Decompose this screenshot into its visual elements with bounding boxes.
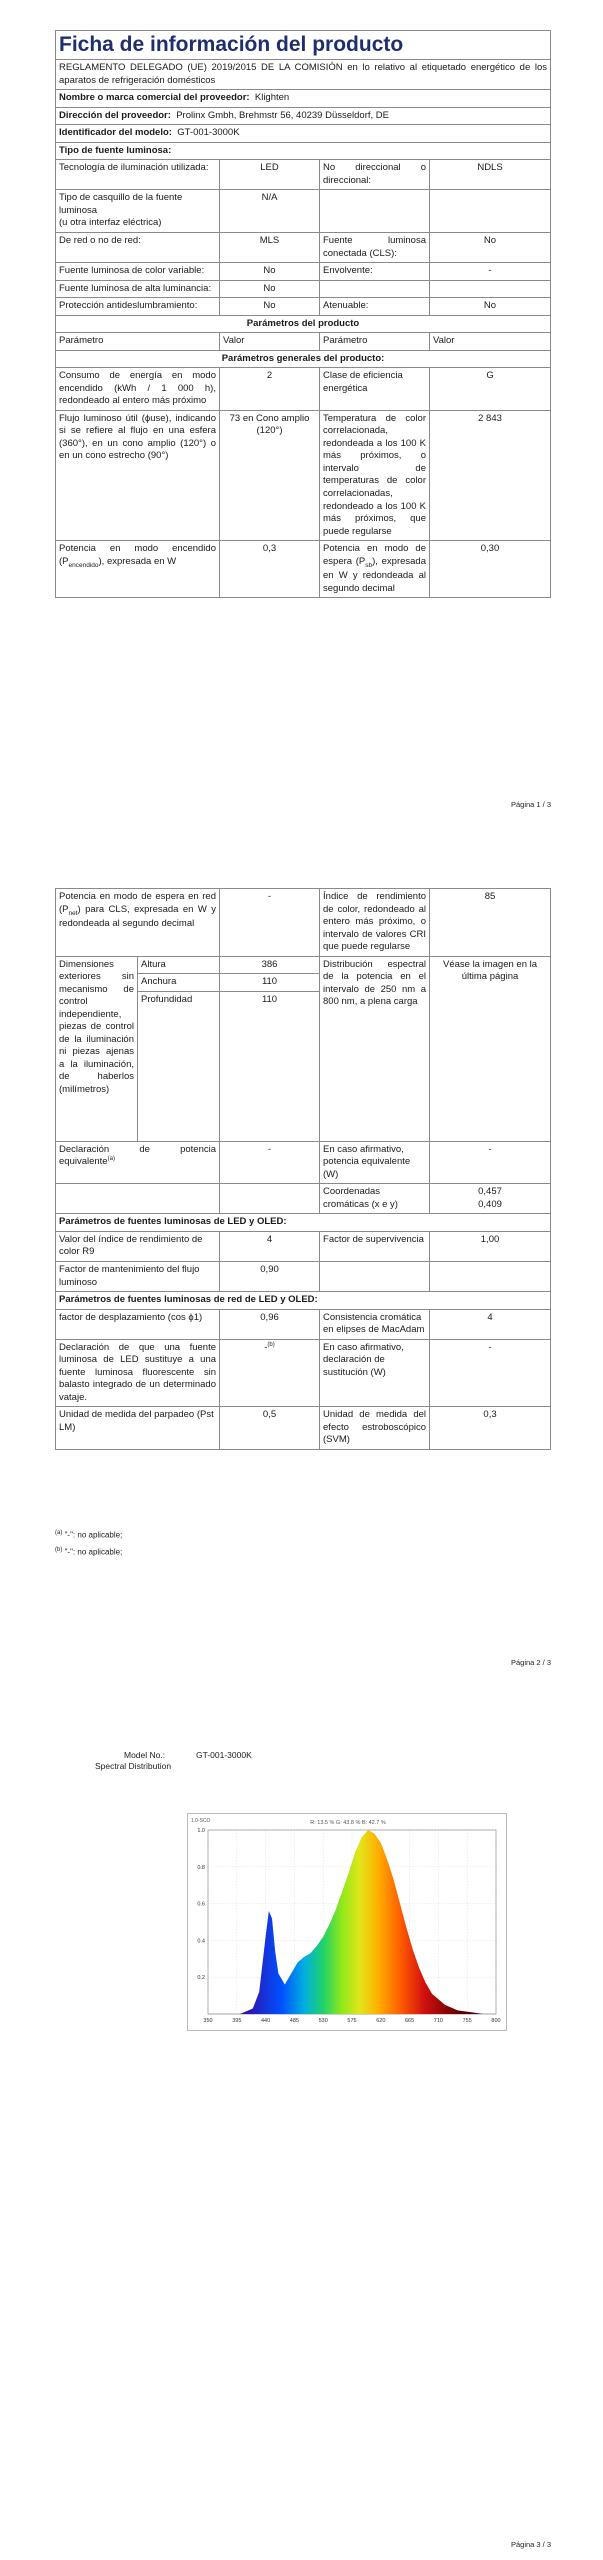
x-tick-label: 350 — [203, 2018, 213, 2024]
params-heading: Parámetros del producto — [56, 315, 551, 333]
model-no-value: GT-001-3000K — [196, 1750, 252, 1760]
cell-flicker-label: Unidad de medida del parpadeo (Pst LM) — [56, 1407, 220, 1450]
cell-displacement-value: 0,96 — [220, 1309, 320, 1339]
cell-technology-label: Tecnología de iluminación utilizada: — [56, 160, 220, 190]
x-tick-label: 485 — [289, 2018, 299, 2024]
cell-anti-glare-label: Protección antideslumbramiento: — [56, 298, 220, 316]
cell-height-label: Altura — [138, 956, 220, 974]
x-tick-label: 620 — [376, 2018, 386, 2024]
spectral-chart — [187, 1813, 507, 2031]
regulation-text: REGLAMENTO DELEGADO (UE) 2019/2015 DE LA COMISIÓN en lo relativo al etiquetado energético de los aparatos de refrigeración domésticos — [56, 60, 551, 90]
cell-stroboscopic-label: Unidad de medida del efecto estroboscópico (SVM) — [320, 1407, 430, 1450]
footnote-mark: (b) — [267, 1341, 275, 1348]
cell-standby-value: 0,30 — [430, 541, 551, 598]
cell-replacement-value — [220, 1339, 320, 1407]
address-label: Dirección del proveedor: — [59, 109, 171, 121]
cell-equivalent-power-label — [56, 1141, 220, 1184]
x-tick-label: 395 — [232, 2018, 242, 2024]
cell-empty — [220, 1184, 320, 1214]
table-row — [56, 1309, 551, 1339]
page-number: Página 2 / 3 — [510, 1658, 551, 1667]
cell-directional-value: NDLS — [430, 160, 551, 190]
footnote-a — [55, 1530, 122, 1541]
cell-envelope-label: Envolvente: — [320, 263, 430, 281]
chart-corner-label: 1.0-SCO — [191, 1818, 211, 1824]
table-row — [56, 190, 551, 233]
x-tick-label: 665 — [405, 2018, 415, 2024]
cell-cct-value: 2 843 — [430, 410, 551, 540]
cell-energy-value: 2 — [220, 368, 320, 411]
col-header-value: Valor — [220, 333, 320, 351]
table-row — [56, 1231, 551, 1261]
cell-spectral-value: Véase la imagen en la última página — [430, 956, 551, 1141]
text: ) para CLS, expresada en W y redondeada al segundo decimal — [59, 903, 217, 929]
y-tick-label: 1.0 — [197, 1828, 205, 1834]
cell-colour-tunable-value: No — [220, 263, 320, 281]
table-row — [56, 232, 551, 262]
table-row — [56, 1141, 551, 1184]
footnote-text: "-": no aplicable; — [64, 1547, 123, 1557]
cell-cls-label: Fuente luminosa conectada (CLS): — [320, 232, 430, 262]
cell-chromaticity-label: Coordenadas cromáticas (x e y) — [320, 1184, 430, 1214]
cell-width-value: 110 — [220, 974, 320, 992]
chart-top-label: R: 13.5 % G: 43.8 % B: 42.7 % — [310, 1820, 386, 1826]
text: - — [264, 1341, 268, 1353]
chromaticity-y: 0,409 — [478, 1198, 502, 1210]
text: Potencia en modo de espera (P — [323, 543, 426, 567]
x-tick-label: 575 — [347, 2018, 357, 2024]
cell-equivalent-w-value: - — [430, 1141, 551, 1184]
y-tick-label: 0.8 — [197, 1864, 205, 1871]
cell-stroboscopic-value: 0,3 — [430, 1407, 551, 1450]
x-tick-label: 440 — [261, 2018, 271, 2024]
table-row — [56, 263, 551, 281]
x-tick-label: 755 — [462, 2018, 472, 2024]
cell-on-power-value: 0,3 — [220, 541, 320, 598]
footnote-mark: (a) — [55, 1530, 63, 1536]
cell-flicker-value: 0,5 — [220, 1407, 320, 1450]
table-row — [56, 160, 551, 190]
cell-macadam-label: Consistencia cromática en elipses de MacAdam — [320, 1309, 430, 1339]
model-no-label: Model No.: — [124, 1750, 166, 1760]
subscript: net — [68, 909, 78, 917]
cell-dimmable-label: Atenuable: — [320, 298, 430, 316]
footnote-mark: (a) — [107, 1156, 115, 1163]
address-row — [56, 107, 551, 125]
cell-cap-label — [56, 190, 220, 233]
cell-empty — [320, 190, 430, 233]
cell-flux-value: 73 en Cono amplio (120°) — [220, 410, 320, 540]
col-header-value: Valor — [430, 333, 551, 351]
model-label: Identificador del modelo: — [59, 127, 172, 139]
table-row — [56, 1184, 551, 1214]
cell-empty — [320, 280, 430, 298]
cell-empty — [430, 1261, 551, 1291]
subscript: sb — [365, 561, 373, 569]
cell-energy-label: Consumo de energía en modo encendido (kWh / 1 000 h), redondeado al entero más próximo — [56, 368, 220, 411]
page-number: Página 1 / 3 — [510, 800, 551, 809]
cell-replacement-w-label: En caso afirmativo, declaración de sustitución (W) — [320, 1339, 430, 1407]
cell-cls-value: No — [430, 232, 551, 262]
chromaticity-x: 0,457 — [478, 1186, 502, 1198]
cell-dimensions-label: Dimensiones exteriores sin mecanismo de control independiente, piezas de control de la iluminación ni piezas ajenas a la iluminación, de haberlos (milímetros) — [56, 956, 138, 1141]
cell-r9-label: Valor del índice de rendimiento de color R9 — [56, 1231, 220, 1261]
product-info-table — [55, 30, 551, 598]
text: Potencia en modo de espera en red (P — [59, 891, 217, 915]
cell-colour-tunable-label: Fuente luminosa de color variable: — [56, 263, 220, 281]
spectral-chart-svg — [188, 1814, 508, 2032]
cell-survival-label: Factor de supervivencia — [320, 1231, 430, 1261]
footnote-b — [55, 1547, 122, 1558]
footnote-text: "-": no aplicable; — [64, 1530, 123, 1540]
table-row — [56, 1261, 551, 1291]
cell-cri-value: 85 — [430, 889, 551, 957]
cell-dimmable-value: No — [430, 298, 551, 316]
table-row — [56, 298, 551, 316]
cell-height-value: 386 — [220, 956, 320, 974]
cell-survival-value: 1,00 — [430, 1231, 551, 1261]
cell-empty — [430, 190, 551, 233]
y-tick-label: 0.4 — [197, 1938, 205, 1945]
col-header-param: Parámetro — [320, 333, 430, 351]
model-row — [56, 125, 551, 143]
general-params-heading: Parámetros generales del producto: — [56, 350, 551, 368]
mains-params-heading: Parámetros de fuentes luminosas de red de LED y OLED: — [56, 1292, 551, 1310]
y-tick-label: 0.6 — [197, 1901, 205, 1908]
cell-technology-value: LED — [220, 160, 320, 190]
cell-depth-label: Profundidad — [138, 991, 220, 1141]
text: ), expresada en W y redondeada al segundo decimal — [323, 555, 426, 594]
supplier-label: Nombre o marca comercial del proveedor: — [59, 92, 250, 104]
table-row — [56, 1407, 551, 1450]
cell-lumen-maintenance-value: 0,90 — [220, 1261, 320, 1291]
cell-empty — [320, 1261, 430, 1291]
table-row — [56, 956, 551, 974]
cell-depth-value: 110 — [220, 991, 320, 1141]
cell-net-standby-label — [56, 889, 220, 957]
address-value: Prolinx Gmbh, Brehmstr 56, 40239 Düsseldorf, DE — [176, 109, 389, 121]
table-row — [56, 410, 551, 540]
cell-displacement-label: factor de desplazamiento (cos ϕ1) — [56, 1309, 220, 1339]
x-tick-label: 530 — [318, 2018, 328, 2024]
text: Potencia en modo encendido (P — [59, 543, 216, 567]
table-row — [56, 1339, 551, 1407]
table-row — [56, 889, 551, 957]
cell-mains-label: De red o no de red: — [56, 232, 220, 262]
table-row — [56, 541, 551, 598]
led-params-heading: Parámetros de fuentes luminosas de LED y OLED: — [56, 1214, 551, 1232]
cell-empty — [56, 1184, 220, 1214]
x-tick-label: 710 — [433, 2018, 443, 2024]
cell-spectral-label: Distribución espectral de la potencia en el intervalo de 250 nm a 800 nm, a plena carga — [320, 956, 430, 1141]
cell-lumen-maintenance-label: Factor de mantenimiento del flujo luminoso — [56, 1261, 220, 1291]
cell-macadam-value: 4 — [430, 1309, 551, 1339]
cell-replacement-w-value: - — [430, 1339, 551, 1407]
cell-equivalent-power-value: - — [220, 1141, 320, 1184]
supplier-row — [56, 90, 551, 108]
y-tick-label: 0.2 — [197, 1975, 205, 1982]
footnote-mark: (b) — [55, 1547, 63, 1554]
document-title: Ficha de información del producto — [56, 31, 551, 60]
cell-efficiency-class-label: Clase de eficiencia energética — [320, 368, 430, 411]
cell-width-label: Anchura — [138, 974, 220, 992]
cell-r9-value: 4 — [220, 1231, 320, 1261]
page-number: Página 3 / 3 — [510, 2540, 551, 2549]
footnotes — [55, 1530, 122, 1564]
cell-chromaticity-value — [430, 1184, 551, 1214]
col-header-param: Parámetro — [56, 333, 220, 351]
cap-label-line1: Tipo de casquillo de la fuente luminosa — [59, 192, 183, 216]
spectral-distribution-label: Spectral Distribution — [95, 1761, 172, 1771]
cell-empty — [430, 280, 551, 298]
source-type-heading: Tipo de fuente luminosa: — [56, 142, 551, 160]
cell-mains-value: MLS — [220, 232, 320, 262]
cell-efficiency-class-value: G — [430, 368, 551, 411]
cell-cap-value: N/A — [220, 190, 320, 233]
table-row — [56, 368, 551, 411]
cell-equivalent-w-label: En caso afirmativo, potencia equivalente (W) — [320, 1141, 430, 1184]
subscript: encendido — [68, 561, 99, 569]
supplier-value: Klighten — [254, 92, 290, 104]
cell-cct-label: Temperatura de color correlacionada, redondeada a los 100 K más próximos, o intervalo de temperaturas de color correlacionadas, redondeado a los 100 K más próximos, que puede regularse — [320, 410, 430, 540]
cell-flux-label: Flujo luminoso útil (ϕuse), indicando si se refiere al flujo en una esfera (360°), en un cono amplio (120°) o en un cono estrecho (90°) — [56, 410, 220, 540]
cell-standby-label — [320, 541, 430, 598]
cell-high-luminance-value: No — [220, 280, 320, 298]
cell-on-power-label — [56, 541, 220, 598]
cell-high-luminance-label: Fuente luminosa de alta luminancia: — [56, 280, 220, 298]
cell-anti-glare-value: No — [220, 298, 320, 316]
model-value: GT-001-3000K — [177, 127, 240, 139]
table-row — [56, 280, 551, 298]
text: ), expresada en W — [98, 555, 177, 567]
cell-envelope-value: - — [430, 263, 551, 281]
cell-net-standby-value: - — [220, 889, 320, 957]
text: Declaración de potencia equivalente — [59, 1143, 217, 1168]
product-info-table-continued — [55, 888, 551, 1450]
table-header-row — [56, 333, 551, 351]
x-tick-label: 800 — [491, 2018, 501, 2024]
cell-directional-label: No direccional o direccional: — [320, 160, 430, 190]
cell-replacement-label: Declaración de que una fuente luminosa de LED sustituye a una fuente luminosa fluorescente sin balasto integrado de un determinado vataje. — [56, 1339, 220, 1407]
cell-cri-label: Índice de rendimiento de color, redondeado al entero más próximo, o intervalo de valores CRI que puede regularse — [320, 889, 430, 957]
cap-label-line2: (u otra interfaz eléctrica) — [59, 217, 162, 229]
